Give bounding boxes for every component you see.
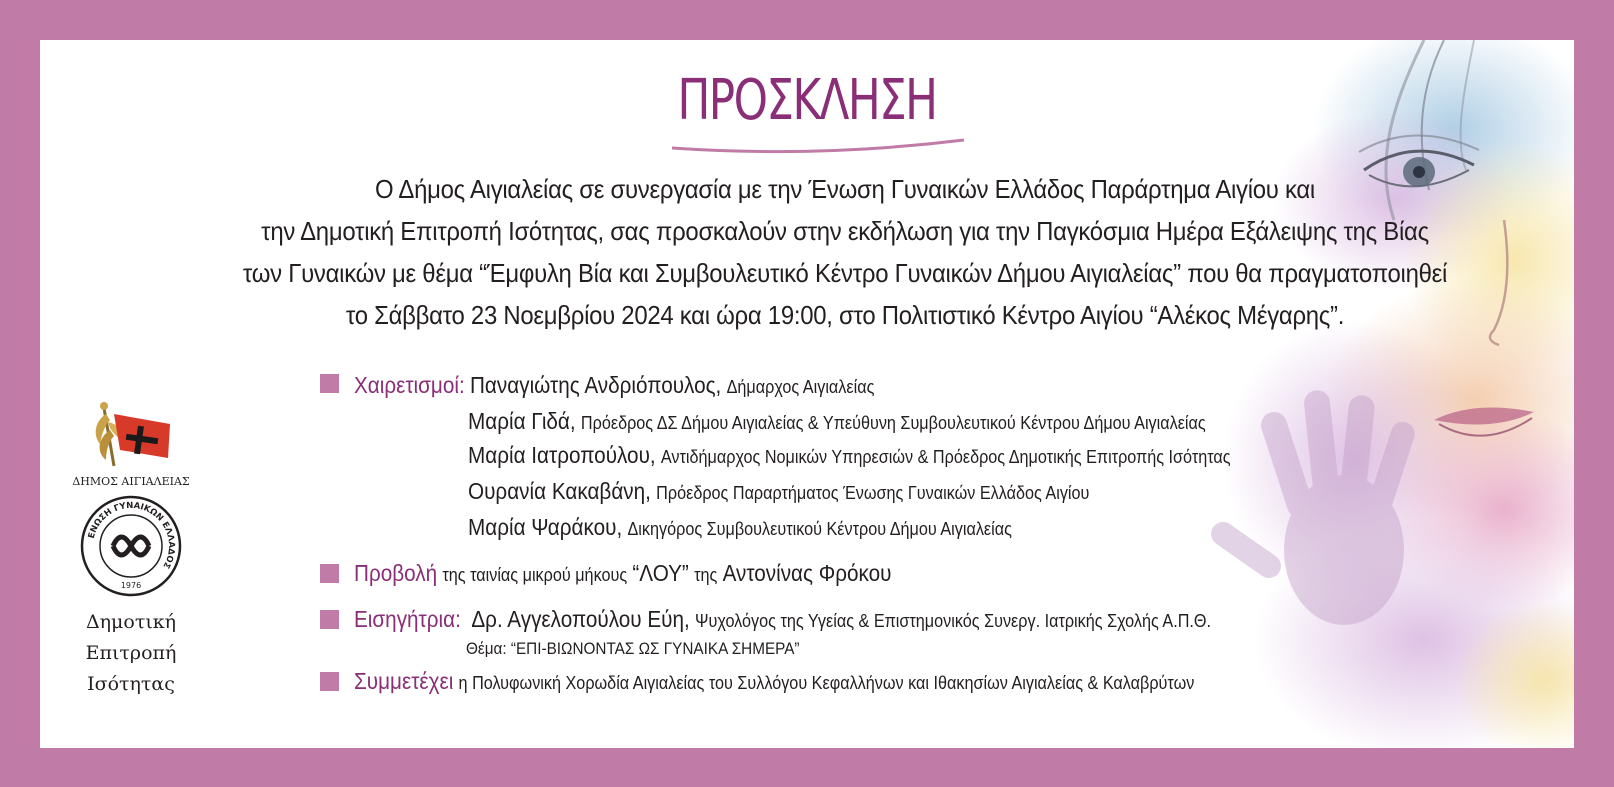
greeting-role: Πρόεδρος Παραρτήματος Ένωσης Γυναικών Ελλάδος Αιγίου <box>656 483 1090 503</box>
participates-label: Συμμετέχει <box>354 668 454 694</box>
screening-label: Προβολή <box>354 560 438 586</box>
greetings-row <box>354 372 932 399</box>
intro-line: των Γυναικών με θέμα “Έμφυλη Βία και Συμβουλευτικό Κέντρο Γυναικών Δήμου Αιγιαλείας” που θα πραγματοποιηθεί <box>242 258 1448 288</box>
speaker-name: Δρ. Αγγελοπούλου Εύη, <box>471 606 690 632</box>
committee-line: Δημοτική <box>85 611 177 633</box>
title-underline <box>668 134 968 156</box>
speaker-role: Ψυχολόγος της Υγείας & Επιστημονικός Συνεργ. Ιατρικής Σχολής Α.Π.Θ. <box>695 611 1211 631</box>
intro-line: την Δημοτική Επιτροπή Ισότητας, σας προσκαλούν στην εκδήλωση για την Παγκόσμια Ημέρα Εξάλειψης της Βίας <box>261 216 1429 246</box>
greeting-name: Μαρία Ιατροπούλου, <box>468 442 656 468</box>
womens-union-logo <box>79 494 183 598</box>
page-title: ΠΡΟΣΚΛΗΣΗ <box>677 68 937 133</box>
bullet-square <box>320 672 339 691</box>
bullet-square <box>320 564 339 583</box>
greeting-name: Μαρία Ψαράκου, <box>468 514 623 540</box>
municipality-label: ΔΗΜΟΣ ΑΙΓΙΑΛΕΙΑΣ <box>72 475 190 488</box>
greetings-row <box>468 478 1158 505</box>
invitation-card <box>40 40 1574 748</box>
greeting-role: Δικηγόρος Συμβουλευτικού Κέντρου Δήμου Αιγιαλείας <box>627 519 1012 539</box>
screening-text: της <box>694 565 718 585</box>
greeting-name: Ουρανία Κακαβάνη, <box>468 478 651 504</box>
speaker-label: Εισηγήτρια: <box>354 606 461 632</box>
intro-line: Ο Δήμος Αιγιαλείας σε συνεργασία με την Ένωση Γυναικών Ελλάδος Παράρτημα Αιγίου και <box>375 174 1315 204</box>
svg-text:ΕΝΩΣΗ ΓΥΝΑΙΚΩΝ ΕΛΛΑΔΟΣ <box>87 501 176 570</box>
intro-line: το Σάββατο 23 Νοεμβρίου 2024 και ώρα 19:00, στο Πολιτιστικό Κέντρο Αιγίου “Αλέκος Μέγαρης”. <box>345 300 1345 330</box>
film-director: Αντονίνας Φρόκου <box>722 560 892 586</box>
equality-committee-label <box>66 607 196 700</box>
union-ring-text: ΕΝΩΣΗ ΓΥΝΑΙΚΩΝ ΕΛΛΑΔΟΣ <box>86 500 177 570</box>
committee-line: Ισότητας <box>87 673 175 695</box>
greeting-name: Μαρία Γιδά, <box>468 408 576 434</box>
union-year: 1976 <box>120 581 142 590</box>
film-title: “ΛΟΥ” <box>632 560 689 586</box>
participates-row <box>354 668 1288 695</box>
bullet-square <box>320 610 339 629</box>
screening-text: της ταινίας μικρού μήκους <box>442 565 628 585</box>
invitation-text <box>150 168 1540 336</box>
greeting-role: Αντιδήμαρχος Νομικών Υπηρεσιών & Πρόεδρος Δημοτικής Επιτροπής Ισότητας <box>660 447 1231 467</box>
watercolor-face-illustration <box>1094 40 1574 748</box>
greeting-name: Παναγιώτης Ανδριόπουλος, <box>469 372 722 398</box>
speaker-row <box>354 606 1306 633</box>
speaker-topic: Θέμα: “ΕΠΙ-ΒΙΩΝΟΝΤΑΣ ΩΣ ΓΥΝΑΙΚΑ ΣΗΜΕΡΑ” <box>466 639 800 658</box>
greetings-row <box>468 514 1072 541</box>
greetings-label: Χαιρετισμοί: <box>354 372 465 398</box>
participates-text: η Πολυφωνική Χορωδία Αιγιαλείας του Συλλόγου Κεφαλλήνων και Ιθακησίων Αιγιαλείας & Καλαβρύτων <box>458 673 1195 693</box>
greeting-role: Δήμαρχος Αιγιαλείας <box>726 377 875 397</box>
bullet-square <box>320 374 339 393</box>
committee-line: Επιτροπή <box>85 642 177 664</box>
greetings-row <box>468 408 1288 435</box>
logos-column <box>66 400 196 700</box>
screening-row <box>354 560 951 587</box>
greetings-row <box>468 442 1315 469</box>
speaker-topic-row <box>466 636 837 660</box>
greeting-role: Πρόεδρος ΔΣ Δήμου Αιγιαλείας & Υπεύθυνη Συμβουλευτικού Κέντρου Δήμου Αιγιαλείας <box>580 413 1206 433</box>
municipality-flag-logo <box>86 400 176 472</box>
